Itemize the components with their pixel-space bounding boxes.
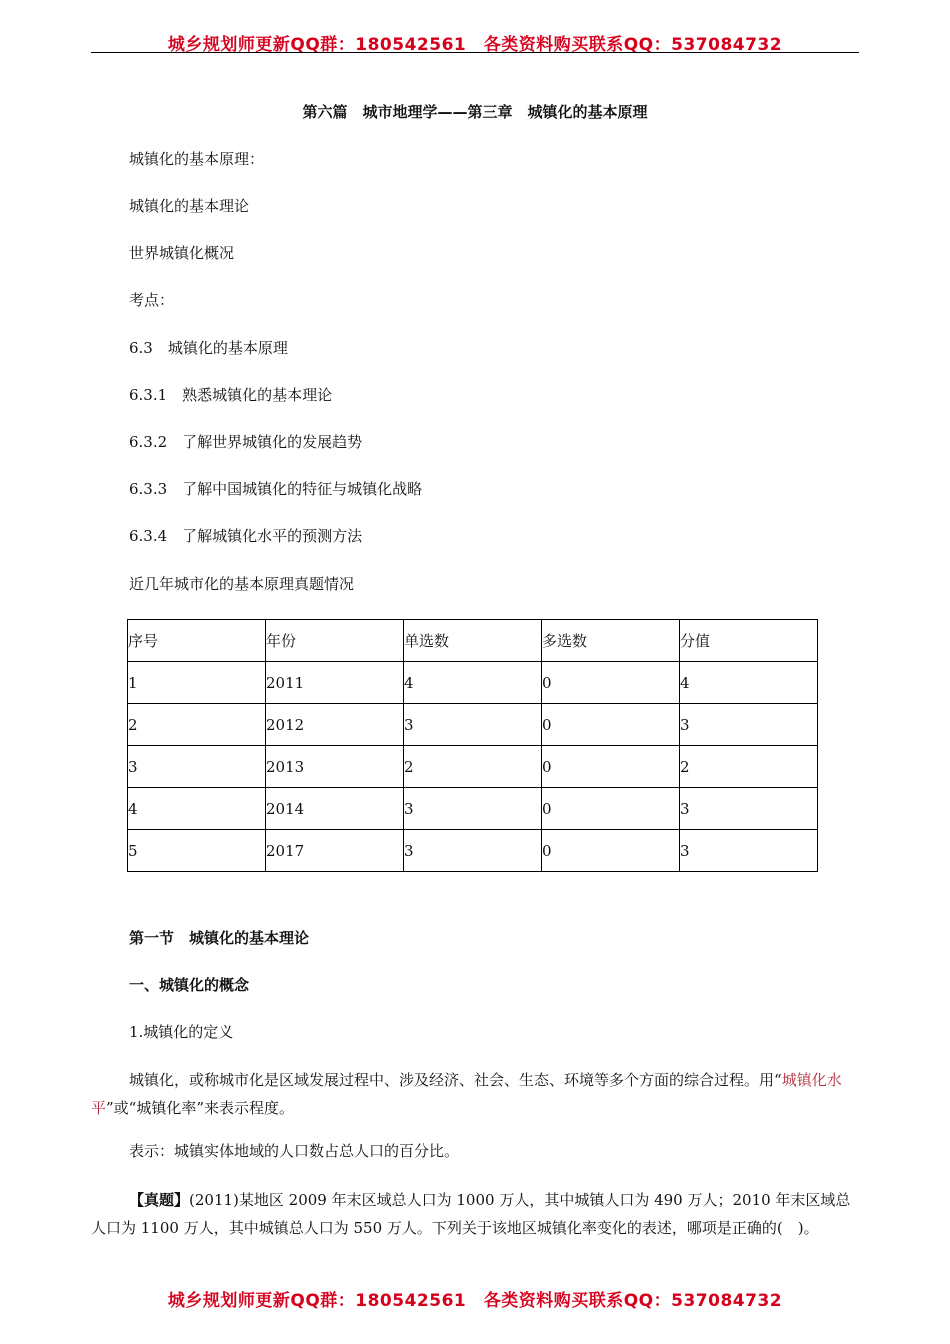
table-cell: 4 [404,662,542,704]
table-cell: 2 [404,746,542,788]
footer-banner: 城乡规划师更新QQ群：180542561 各类资料购买联系QQ：537084732 [167,1291,783,1311]
table-cell: 0 [542,830,680,872]
table-cell: 2014 [266,788,404,830]
table-cell: 2013 [266,746,404,788]
intro-line: 6.3.3 了解中国城镇化的特征与城镇化战略 [129,480,423,498]
table-cell: 2011 [266,662,404,704]
header-banner: 城乡规划师更新QQ群：180542561 各类资料购买联系QQ：537084732 [167,35,783,55]
table-cell: 3 [404,830,542,872]
intro-line: 城镇化的基本理论 [129,197,250,215]
table-row [128,830,818,872]
intro-line: 世界城镇化概况 [129,244,235,262]
intro-line: 近几年城市化的基本原理真题情况 [129,575,355,593]
definition-text: 城镇化，或称城市化是区域发展过程中、涉及经济、社会、生态、环境等多个方面的综合过程。用“ [129,1071,782,1089]
intro-line: 6.3.2 了解世界城镇化的发展趋势 [129,433,363,451]
table-cell: 2012 [266,704,404,746]
table-header-cell: 单选数 [404,620,542,662]
intro-line: 6.3.4 了解城镇化水平的预测方法 [129,527,363,545]
table-cell: 3 [404,704,542,746]
intro-line: 6.3.1 熟悉城镇化的基本理论 [129,386,333,404]
table-cell: 3 [404,788,542,830]
table-cell: 3 [680,830,818,872]
table-cell: 3 [680,704,818,746]
question-paragraph [91,1186,861,1242]
definition-text: ”或“城镇化率”来表示程度。 [106,1099,295,1117]
table-cell: 3 [680,788,818,830]
table-cell: 0 [542,704,680,746]
table-header-row [128,620,818,662]
highlight-term: 城镇化水平 [91,1071,842,1117]
table-cell: 5 [128,830,266,872]
table-cell: 0 [542,788,680,830]
intro-line: 6.3 城镇化的基本原理 [129,339,288,357]
table-row [128,746,818,788]
expression-text: 表示：城镇实体地域的人口数占总人口的百分比。 [129,1142,460,1160]
table-cell: 0 [542,746,680,788]
table-cell: 0 [542,662,680,704]
table-cell: 2 [128,704,266,746]
table-cell: 3 [128,746,266,788]
table-row [128,662,818,704]
section-heading: 第一节 城镇化的基本理论 [129,929,310,947]
table-header-cell: 序号 [128,620,266,662]
exam-table [127,619,818,872]
page-title: 第六篇 城市地理学——第三章 城镇化的基本原理 [302,103,648,121]
question-label: 【真题】 [129,1191,190,1209]
question-text: (2011)某地区 2009 年末区域总人口为 1000 万人，其中城镇人口为 490 万人；2010 年末区域总人口为 1100 万人，其中城镇总人口为 550 万人。下列关于该地区城镇化率变化的表述，哪项是正确的( )。 [91,1191,851,1237]
table-cell: 1 [128,662,266,704]
intro-line: 考点： [129,291,175,309]
subsection-heading: 一、城镇化的概念 [129,976,250,994]
table-cell: 4 [680,662,818,704]
table-row [128,704,818,746]
table-header-cell: 年份 [266,620,404,662]
table-cell: 2 [680,746,818,788]
header-rule [91,52,859,53]
definition-paragraph [91,1066,861,1122]
table-header-cell: 多选数 [542,620,680,662]
item-heading: 1.城镇化的定义 [129,1023,234,1041]
table-row [128,788,818,830]
table-header-cell: 分值 [680,620,818,662]
intro-line: 城镇化的基本原理： [129,150,265,168]
table-cell: 4 [128,788,266,830]
table-cell: 2017 [266,830,404,872]
